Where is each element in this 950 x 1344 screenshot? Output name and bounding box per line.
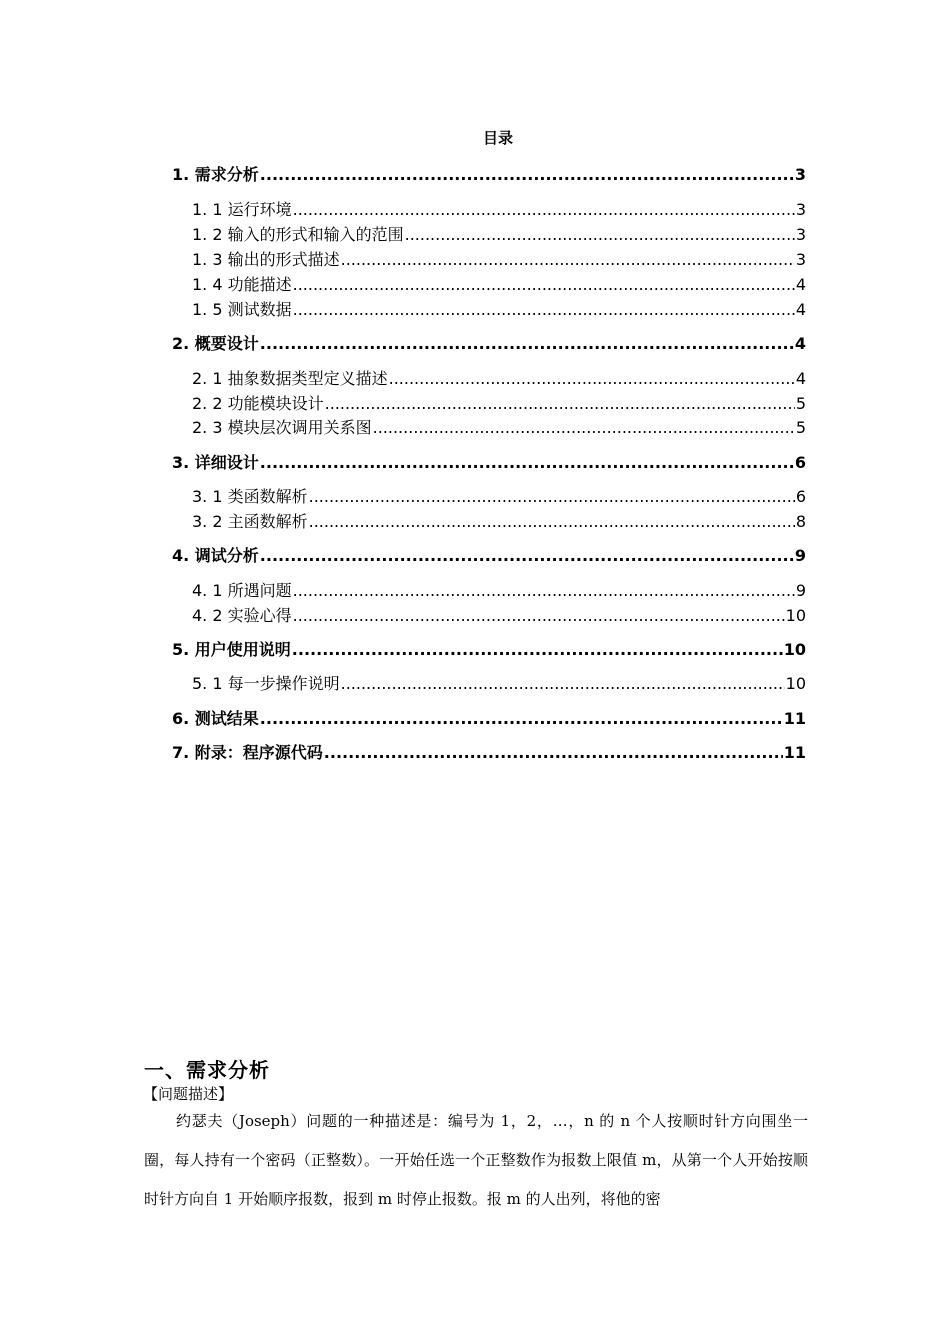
toc-entry-page-number: 4 (795, 275, 806, 294)
toc-entry-page-number: 6 (794, 453, 806, 472)
toc-entry-label: 1. 5 测试数据 (192, 300, 292, 319)
toc-title: 目录 (482, 129, 513, 147)
toc-entry-chapter[interactable] (172, 162, 806, 185)
body-paragraph: 约瑟夫（Joseph）问题的一种描述是：编号为 1，2，…，n 的 n 个人按顺时针方向围坐一圈，每人持有一个密码（正整数）。一开始任选一个正整数作为报数上限值 m，从第一个人开始按顺时针方向自 1 开始顺序报数，报到 m 时停止报数。报 m 的人出列，将他的密 (144, 1112, 808, 1208)
toc-entry-chapter[interactable] (172, 543, 806, 566)
toc-entry-label: 2. 概要设计 (172, 334, 259, 353)
toc-entry-page-number: 10 (785, 674, 806, 693)
toc-entry-label: 2. 1 抽象数据类型定义描述 (192, 369, 388, 388)
toc-entry-section[interactable] (192, 415, 806, 438)
toc-dot-leader (293, 300, 795, 319)
toc-entry-section[interactable] (192, 272, 806, 295)
toc-entry-label: 4. 2 实验心得 (192, 606, 292, 625)
toc-entry-label: 1. 2 输入的形式和输入的范围 (192, 225, 404, 244)
toc-entry-label: 4. 调试分析 (172, 546, 259, 565)
toc-entry-section[interactable] (192, 391, 806, 414)
toc-dot-leader (389, 369, 795, 388)
toc-entry-chapter[interactable] (172, 450, 806, 473)
toc-dot-leader (260, 165, 794, 184)
toc-entry-page-number: 4 (794, 334, 806, 353)
toc-entry-page-number: 9 (795, 581, 806, 600)
toc-entry-label: 1. 需求分析 (172, 165, 259, 184)
toc-entry-page-number: 11 (783, 709, 806, 728)
toc-dot-leader (293, 275, 795, 294)
section-subheading: 【问题描述】 (143, 1085, 234, 1103)
toc-dot-leader (260, 453, 794, 472)
toc-entry-page-number: 3 (795, 250, 806, 269)
toc-entry-label: 3. 2 主函数解析 (192, 512, 308, 531)
toc-entry-section[interactable] (192, 222, 806, 245)
toc-entry-section[interactable] (192, 578, 806, 601)
toc-entry-chapter[interactable] (172, 331, 806, 354)
toc-entry-label: 1. 1 运行环境 (192, 200, 292, 219)
toc-entry-section[interactable] (192, 484, 806, 507)
toc-entry-section[interactable] (192, 603, 806, 626)
toc-entry-section[interactable] (192, 197, 806, 220)
toc-entry-section[interactable] (192, 366, 806, 389)
toc-dot-leader (309, 512, 795, 531)
toc-dot-leader (292, 640, 783, 659)
toc-dot-leader (373, 418, 795, 437)
toc-entry-chapter[interactable] (172, 637, 806, 660)
toc-entry-page-number: 3 (795, 225, 806, 244)
toc-dot-leader (260, 334, 794, 353)
toc-dot-leader (260, 546, 794, 565)
toc-dot-leader (325, 394, 795, 413)
toc-entry-label: 3. 1 类函数解析 (192, 487, 308, 506)
toc-entry-chapter[interactable] (172, 706, 806, 729)
toc-entry-label: 1. 3 输出的形式描述 (192, 250, 340, 269)
toc-entry-section[interactable] (192, 509, 806, 532)
toc-entry-label: 1. 4 功能描述 (192, 275, 292, 294)
toc-entry-page-number: 6 (795, 487, 806, 506)
toc-entry-page-number: 10 (785, 606, 806, 625)
toc-entry-label: 7. 附录：程序源代码 (172, 743, 323, 762)
toc-entry-page-number: 4 (795, 369, 806, 388)
toc-entry-section[interactable] (192, 671, 806, 694)
toc-dot-leader (341, 674, 785, 693)
toc-entry-label: 4. 1 所遇问题 (192, 581, 292, 600)
toc-entry-section[interactable] (192, 247, 806, 270)
toc-dot-leader (324, 743, 783, 762)
section-heading: 一、需求分析 (144, 1058, 270, 1082)
toc-entry-label: 3. 详细设计 (172, 453, 259, 472)
toc-dot-leader (341, 250, 795, 269)
toc-dot-leader (293, 200, 795, 219)
toc-entry-page-number: 3 (794, 165, 806, 184)
toc-entry-chapter[interactable] (172, 740, 806, 763)
toc-entry-label: 5. 1 每一步操作说明 (192, 674, 340, 693)
toc-entry-page-number: 8 (795, 512, 806, 531)
toc-dot-leader (260, 709, 783, 728)
toc-entry-section[interactable] (192, 297, 806, 320)
toc-entry-page-number: 11 (783, 743, 806, 762)
toc-dot-leader (309, 487, 795, 506)
toc-entry-page-number: 5 (795, 394, 806, 413)
toc-entry-page-number: 5 (795, 418, 806, 437)
toc-entry-label: 6. 测试结果 (172, 709, 259, 728)
toc-entry-page-number: 10 (783, 640, 806, 659)
toc-entry-page-number: 9 (794, 546, 806, 565)
toc-dot-leader (293, 581, 795, 600)
toc-dot-leader (293, 606, 785, 625)
toc-entry-label: 5. 用户使用说明 (172, 640, 291, 659)
toc-dot-leader (405, 225, 795, 244)
toc-entry-page-number: 3 (795, 200, 806, 219)
toc-entry-label: 2. 2 功能模块设计 (192, 394, 324, 413)
toc-entry-label: 2. 3 模块层次调用关系图 (192, 418, 372, 437)
toc-entry-page-number: 4 (795, 300, 806, 319)
